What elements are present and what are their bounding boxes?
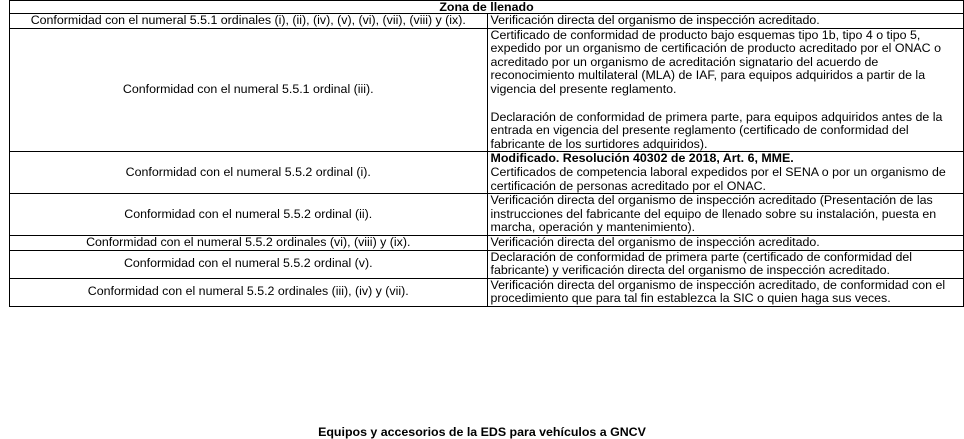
evidence-text: Certificados de competencia laboral expedidos por el SENA o por un organismo de certificación de personas acreditado por el ONAC. bbox=[490, 164, 946, 193]
evidence-text: Verificación directa del organismo de inspección acreditado, de conformidad con el procedimiento que para tal fin establezca la SIC o quien haga sus veces. bbox=[490, 277, 946, 306]
next-section-title: Equipos y accesorios de la EDS para vehículos a GNCV bbox=[318, 425, 646, 439]
evidence-text: Certificado de conformidad de producto bajo esquemas tipo 1b, tipo 4 o tipo 5, expedido por un organismo de certificación de producto acreditado por el ONAC o acreditado por un organismo de acreditación signatario del acuerdo de reconocimiento multilateral (MLA) de IAF, para equipos adquiridos a partir de la vigencia del presente reglamento. bbox=[490, 27, 941, 96]
evidence-text: Verificación directa del organismo de inspección acreditado (Presentación de las instrucciones del fabricante del equipo de llenado sobre su instalación, puesta en marcha, operación y mantenimiento). bbox=[490, 193, 937, 235]
table-row bbox=[10, 278, 964, 306]
evidence-cell bbox=[487, 14, 964, 29]
table-row bbox=[10, 28, 964, 152]
table-row bbox=[10, 14, 964, 29]
section-title: Zona de llenado bbox=[10, 1, 964, 14]
evidence-cell bbox=[487, 28, 964, 152]
requirement-cell: Conformidad con el numeral 5.5.2 ordinal (v). bbox=[10, 250, 488, 278]
evidence-cell bbox=[487, 235, 964, 250]
evidence-cell bbox=[487, 278, 964, 306]
paragraph-gap bbox=[491, 97, 961, 111]
amendment-note: Modificado. Resolución 40302 de 2018, Art. 6, MME. bbox=[490, 151, 794, 166]
table-row bbox=[10, 152, 964, 194]
table-row bbox=[10, 250, 964, 278]
evidence-cell bbox=[487, 152, 964, 194]
evidence-cell bbox=[487, 250, 964, 278]
requirement-cell: Conformidad con el numeral 5.5.1 ordinal (iii). bbox=[10, 28, 488, 152]
evidence-cell bbox=[487, 194, 964, 236]
requirement-cell: Conformidad con el numeral 5.5.2 ordinal (i). bbox=[10, 152, 488, 194]
section-header-row bbox=[10, 1, 964, 14]
requirements-table-container bbox=[9, 0, 964, 307]
evidence-text: Declaración de conformidad de primera parte, para equipos adquiridos antes de la entrada en vigencia del presente reglamento (certificado de conformidad del fabricante de los surtidores adquiridos). bbox=[490, 109, 943, 151]
evidence-text: Verificación directa del organismo de inspección acreditado. bbox=[490, 13, 820, 27]
evidence-text: Verificación directa del organismo de inspección acreditado. bbox=[490, 234, 820, 249]
requirement-cell: Conformidad con el numeral 5.5.1 ordinales (i), (ii), (iv), (v), (vi), (vii), (viii) y (ix). bbox=[10, 14, 488, 29]
table-row bbox=[10, 194, 964, 236]
requirement-cell: Conformidad con el numeral 5.5.2 ordinales (iii), (iv) y (vii). bbox=[10, 278, 488, 306]
table-row bbox=[10, 235, 964, 250]
requirement-cell: Conformidad con el numeral 5.5.2 ordinal (ii). bbox=[10, 194, 488, 236]
requirement-cell: Conformidad con el numeral 5.5.2 ordinales (vi), (viii) y (ix). bbox=[10, 235, 488, 250]
requirements-table bbox=[9, 0, 964, 307]
evidence-text: Declaración de conformidad de primera parte (certificado de conformidad del fabricante) y verificación directa del organismo de inspección acreditado. bbox=[490, 249, 912, 278]
